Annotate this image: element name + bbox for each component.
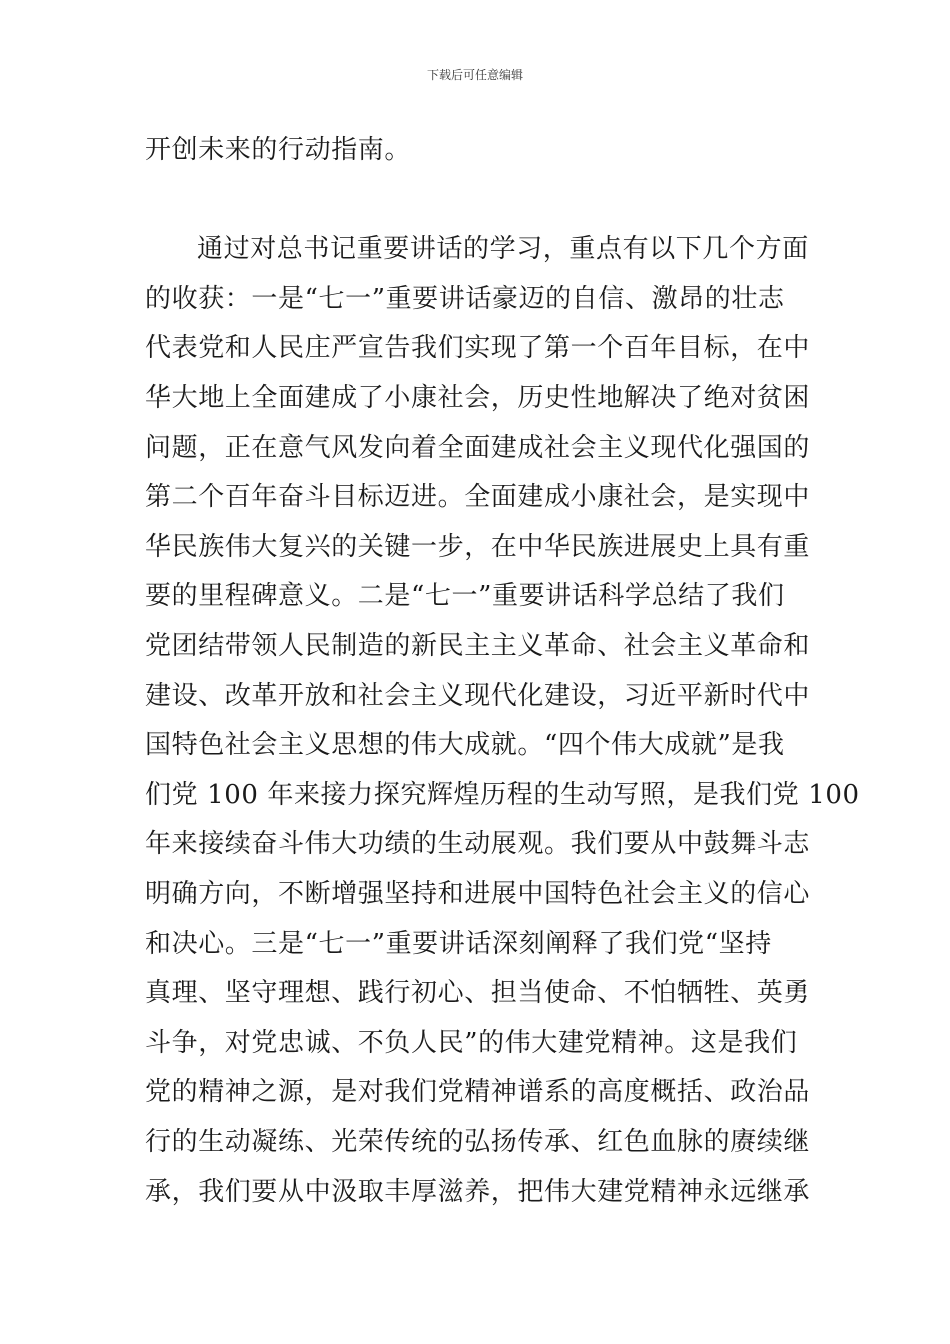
- paragraph-line: 明确方向，不断增强坚持和进展中国特色社会主义的信心: [145, 879, 811, 909]
- paragraph-line: 党团结带领人民制造的新民主主义革命、社会主义革命和: [145, 631, 811, 661]
- paragraph-line: 第二个百年奋斗目标迈进。全面建成小康社会，是实现中: [145, 482, 811, 512]
- paragraph-line: 斗争，对党忠诚、不负人民”的伟大建党精神。这是我们: [145, 1028, 798, 1058]
- paragraph-line: 们党 100 年来接力探究辉煌历程的生动写照，是我们党 100: [145, 780, 860, 810]
- paragraph-line: 承，我们要从中汲取丰厚滋养，把伟大建党精神永远继承: [145, 1177, 811, 1207]
- page-header-note: 下载后可任意编辑: [426, 68, 523, 82]
- paragraph-line: 问题，正在意气风发向着全面建成社会主义现代化强国的: [145, 433, 811, 463]
- paragraph-line: 要的里程碑意义。二是“七一”重要讲话科学总结了我们: [145, 581, 785, 611]
- paragraph-line: 代表党和人民庄严宣告我们实现了第一个百年目标，在中: [145, 333, 811, 363]
- paragraph-line: 和决心。三是“七一”重要讲话深刻阐释了我们党“坚持: [145, 929, 772, 959]
- paragraph-line: 行的生动凝练、光荣传统的弘扬传承、红色血脉的赓续继: [145, 1127, 811, 1157]
- paragraph-line: 真理、坚守理想、践行初心、担当使命、不怕牺牲、英勇: [145, 978, 811, 1008]
- paragraph-line: 年来接续奋斗伟大功绩的生动展观。我们要从中鼓舞斗志: [145, 829, 811, 859]
- paragraph-line: 开创未来的行动指南。: [145, 135, 412, 165]
- paragraph-line: 华大地上全面建成了小康社会，历史性地解决了绝对贫困: [145, 383, 811, 413]
- paragraph-line: 国特色社会主义思想的伟大成就。“四个伟大成就”是我: [145, 730, 785, 760]
- paragraph-line: 通过对总书记重要讲话的学习，重点有以下几个方面: [197, 234, 809, 264]
- paragraph-line: 建设、改革开放和社会主义现代化建设，习近平新时代中: [145, 681, 811, 711]
- paragraph-line: 党的精神之源，是对我们党精神谱系的高度概括、政治品: [145, 1077, 811, 1107]
- paragraph-line: 华民族伟大复兴的关键一步，在中华民族进展史上具有重: [145, 532, 811, 562]
- paragraph-line: 的收获：一是“七一”重要讲话豪迈的自信、激昂的壮志: [145, 284, 785, 314]
